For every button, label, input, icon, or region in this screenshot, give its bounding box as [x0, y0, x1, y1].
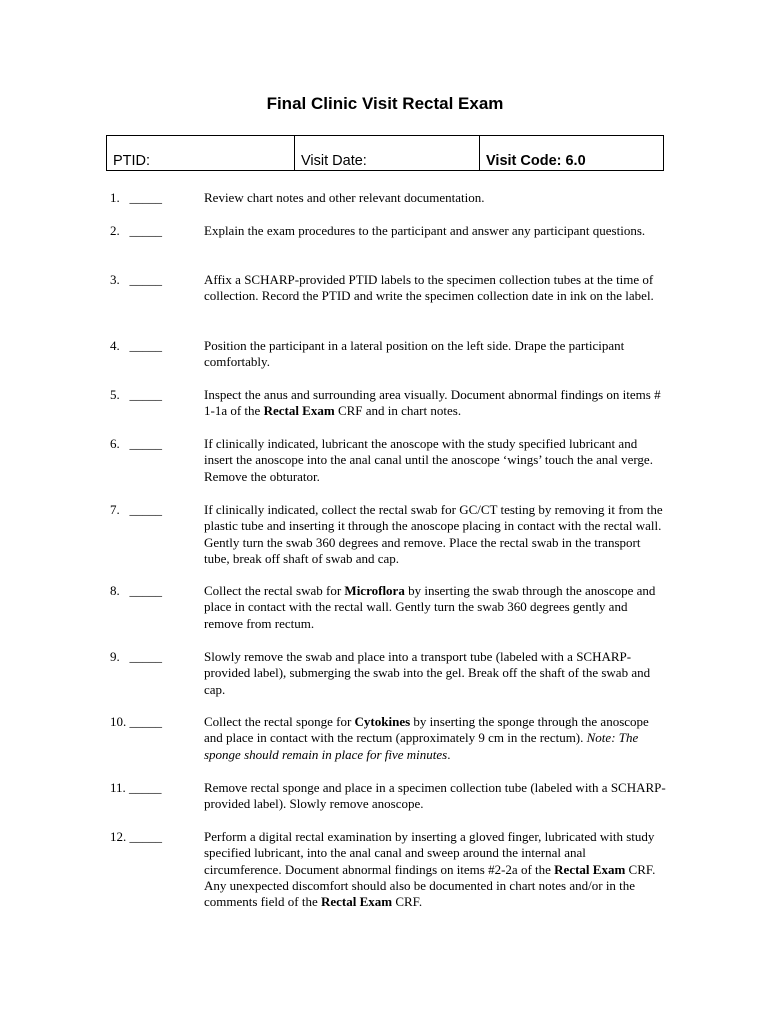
step-text-part: Slowly remove the swab and place into a transport tube (labeled with a SCHARP-provided label), submerging the swab into the gel. Break off the shaft of the swab and cap.: [204, 649, 651, 697]
step-instruction: [204, 649, 666, 698]
step-text-part: Collect the rectal sponge for: [204, 714, 355, 729]
step-number[interactable]: 2. _____: [110, 223, 162, 238]
specimen-type: Cytokines: [354, 714, 411, 729]
visit-code-label: Visit Code: 6.0: [486, 153, 586, 169]
step-text-part: Inspect the anus and surrounding area visually. Document abnormal findings on items # 1-1a of the: [204, 387, 661, 419]
step-instruction: [204, 583, 666, 632]
step-number[interactable]: 6. _____: [110, 436, 162, 451]
step-text-part: CRF.: [392, 894, 423, 910]
step-instruction: [204, 714, 666, 763]
visit-header-table: [106, 135, 664, 171]
step-number[interactable]: 10. _____: [110, 714, 162, 729]
visit-code-cell: [479, 136, 663, 170]
step-text-part: Review chart notes and other relevant documentation.: [204, 190, 485, 205]
step-number[interactable]: 7. _____: [110, 502, 162, 517]
step-text-part: Explain the exam procedures to the participant and answer any participant questions.: [204, 223, 646, 238]
crf-name: Rectal Exam: [320, 894, 393, 910]
step-text-part: Affix a SCHARP-provided PTID labels to the specimen collection tubes at the time of collection. Record the PTID and write the specimen collection date in ink on the label.: [204, 272, 654, 304]
crf-name: Rectal Exam: [554, 861, 626, 877]
step-instruction: [204, 190, 666, 206]
step-number[interactable]: 8. _____: [110, 583, 162, 598]
step-text-part: If clinically indicated, lubricant the anoscope with the study specified lubricant and insert the anoscope into the anal canal until the anoscope ‘wings’ touch the anal verge. Remove the obturator.: [204, 436, 653, 484]
step-text-part: Perform a digital rectal examination by inserting a gloved finger, lubricated with study specified lubricant, into the anal canal and sweep around the internal anal circumference. Document abnormal findings on items #2-2a of the: [204, 829, 655, 877]
step-number[interactable]: 3. _____: [110, 272, 162, 287]
step-text-part: If clinically indicated, collect the rectal swab for GC/CT testing by removing it from the plastic tube and inserting it through the anoscope placing in contact with the rectal wall. Gently turn the swab 360 degrees and remove. Place the rectal swab in the transport tube, break off shaft of swab and cap.: [204, 502, 663, 566]
step-text-part: Remove rectal sponge and place in a specimen collection tube (labeled with a SCHARP-provided label). Slowly remove anoscope.: [204, 780, 666, 812]
step-instruction: [204, 387, 666, 420]
specimen-type: Microflora: [344, 583, 405, 598]
step-note: Note: The sponge should remain in place for five minutes: [204, 730, 639, 762]
step-number[interactable]: 1. _____: [110, 190, 162, 205]
step-text-part: by inserting the sponge through the anoscope and place in contact with the rectum (approximately 9 cm in the rectum).: [204, 714, 649, 746]
step-text-part: CRF and in chart notes.: [334, 403, 462, 419]
step-text-part: Position the participant in a lateral position on the left side. Drape the participant comfortably.: [204, 338, 625, 370]
crf-name: Rectal Exam: [263, 403, 335, 419]
ptid-cell[interactable]: [107, 136, 294, 170]
step-instruction: [204, 223, 666, 239]
step-instruction: [204, 780, 666, 813]
visit-date-label: Visit Date:: [301, 153, 367, 169]
step-text-part: CRF. Any unexpected discomfort should also be documented in chart notes and/or in the comments field of the: [204, 861, 656, 910]
step-instruction: [204, 502, 666, 567]
step-instruction: [204, 338, 666, 371]
page-title: Final Clinic Visit Rectal Exam: [266, 94, 504, 113]
ptid-label: PTID:: [113, 153, 151, 169]
step-number[interactable]: 11. _____: [110, 780, 162, 795]
step-instruction: [204, 436, 666, 485]
step-number[interactable]: 12. _____: [110, 829, 162, 844]
step-number[interactable]: 4. _____: [110, 338, 162, 353]
step-number[interactable]: 5. _____: [110, 387, 162, 402]
step-number[interactable]: 9. _____: [110, 649, 162, 664]
step-text-part: Collect the rectal swab for: [204, 583, 345, 598]
step-instruction: [204, 272, 666, 305]
step-text-part: .: [447, 746, 451, 762]
step-text-part: by inserting the swab through the anoscope and place in contact with the rectal wall. Gently turn the swab 360 degrees gently and remove from rectum.: [204, 583, 656, 631]
visit-date-cell[interactable]: [294, 136, 479, 170]
step-instruction: [204, 829, 666, 910]
